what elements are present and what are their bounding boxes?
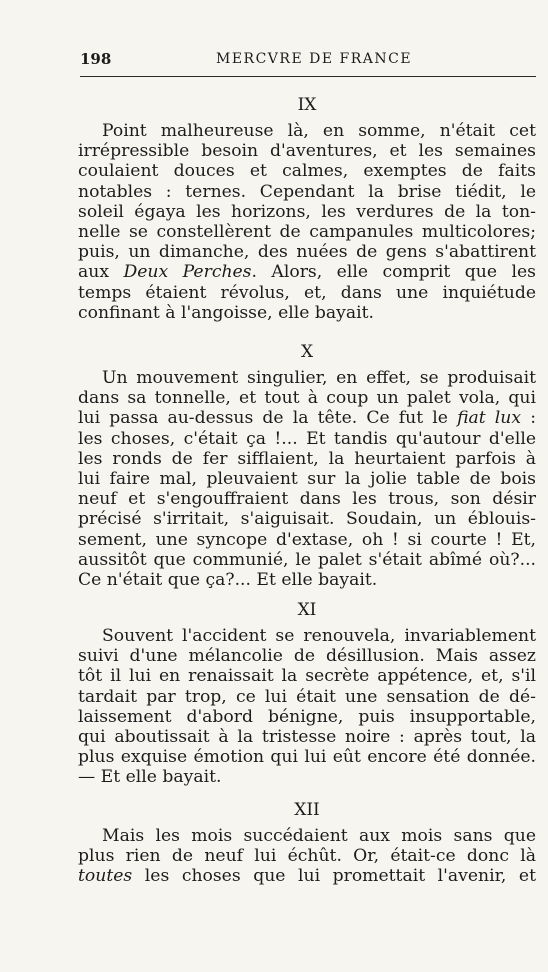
text-line: précisé s'irritait, s'aiguisait. Soudain, un éblouis- (78, 509, 536, 530)
running-title: MERCVRE DE FRANCE (216, 51, 413, 67)
text-line: Mais les mois succédaient aux mois sans que (102, 826, 536, 846)
text-line: tôt il lui en renaissait la secrète appétence, et, s'il (78, 666, 536, 687)
text-line: nelle se constellèrent de campanules multicolores; (78, 222, 536, 243)
text-line: coulaient douces et calmes, exemptes de faits (78, 161, 536, 182)
text-line: les choses, c'était ça !... Et tandis qu'autour d'elle (78, 428, 536, 449)
text-line: laissement d'abord bénigne, puis insupportable, (78, 706, 536, 727)
text-line: aussitôt que communié, le palet s'était abîmé où?... (78, 549, 536, 570)
text-line: lui faire mal, pleuvaient sur la jolie table de bois (78, 469, 536, 490)
header-rule (80, 76, 536, 77)
section-paragraph (78, 826, 536, 887)
text-line: les ronds de fer sifflaient, la heurtaient parfois à (78, 448, 536, 469)
section-number: IX (297, 95, 317, 115)
text-line: suivi d'une mélancolie de désillusion. Mais assez (78, 646, 536, 667)
section-number: X (300, 342, 314, 362)
section-number: XII (294, 800, 320, 820)
text-line: neuf et s'engouffraient dans les trous, son désir (78, 489, 536, 510)
section-paragraph (78, 121, 536, 323)
text-line: temps étaient révolus, et, dans une inquiétude (78, 282, 536, 303)
italic-phrase: Deux Perches (123, 262, 252, 283)
text-line: dans sa tonnelle, et tout à coup un palet vola, qui (78, 388, 536, 409)
text-line: soleil égaya les horizons, les verdures de la ton- (78, 201, 536, 222)
text-line: notables : ternes. Cependant la brise tiédit, le (78, 181, 536, 202)
text-line: lui passa au-dessus de la tête. Ce fut le fiat lux : (78, 408, 536, 429)
text-line: toutes les choses que lui promettait l'avenir, et (78, 866, 536, 887)
text-line: Un mouvement singulier, en effet, se produisait (102, 368, 536, 388)
section-ix (78, 93, 536, 323)
text-line: Souvent l'accident se renouvela, invariablement (102, 626, 536, 646)
text-line: confinant à l'angoisse, elle bayait. (78, 302, 374, 323)
page-header (80, 50, 540, 72)
text-line: aux Deux Perches. Alors, elle comprit que les (78, 262, 536, 283)
section-xii (78, 798, 536, 887)
text-line: plus rien de neuf lui échût. Or, était-ce donc là (78, 846, 536, 867)
text-line: puis, un dimanche, des nuées de gens s'abattirent (78, 242, 536, 263)
section-number: XI (297, 600, 317, 620)
section-xi (78, 598, 536, 788)
italic-phrase: fiat lux (457, 408, 522, 429)
italic-phrase: toutes (78, 866, 133, 887)
text-line: Point malheureuse là, en somme, n'était cet (102, 121, 536, 141)
section-paragraph (78, 626, 536, 788)
text-line: plus exquise émotion qui lui eût encore été donnée. (78, 747, 536, 768)
section-paragraph (78, 368, 536, 590)
text-line: sement, une syncope d'extase, oh ! si courte ! Et, (78, 529, 536, 550)
page-number: 198 (80, 50, 112, 68)
text-line: Ce n'était que ça?... Et elle bayait. (78, 570, 378, 591)
section-x (78, 340, 536, 590)
text-line: qui aboutissait à la tristesse noire : après tout, la (78, 727, 536, 748)
text-line: tardait par trop, ce lui était une sensation de dé- (78, 686, 536, 707)
text-line: irrépressible besoin d'aventures, et les semaines (78, 141, 536, 162)
text-line: — Et elle bayait. (78, 767, 222, 788)
